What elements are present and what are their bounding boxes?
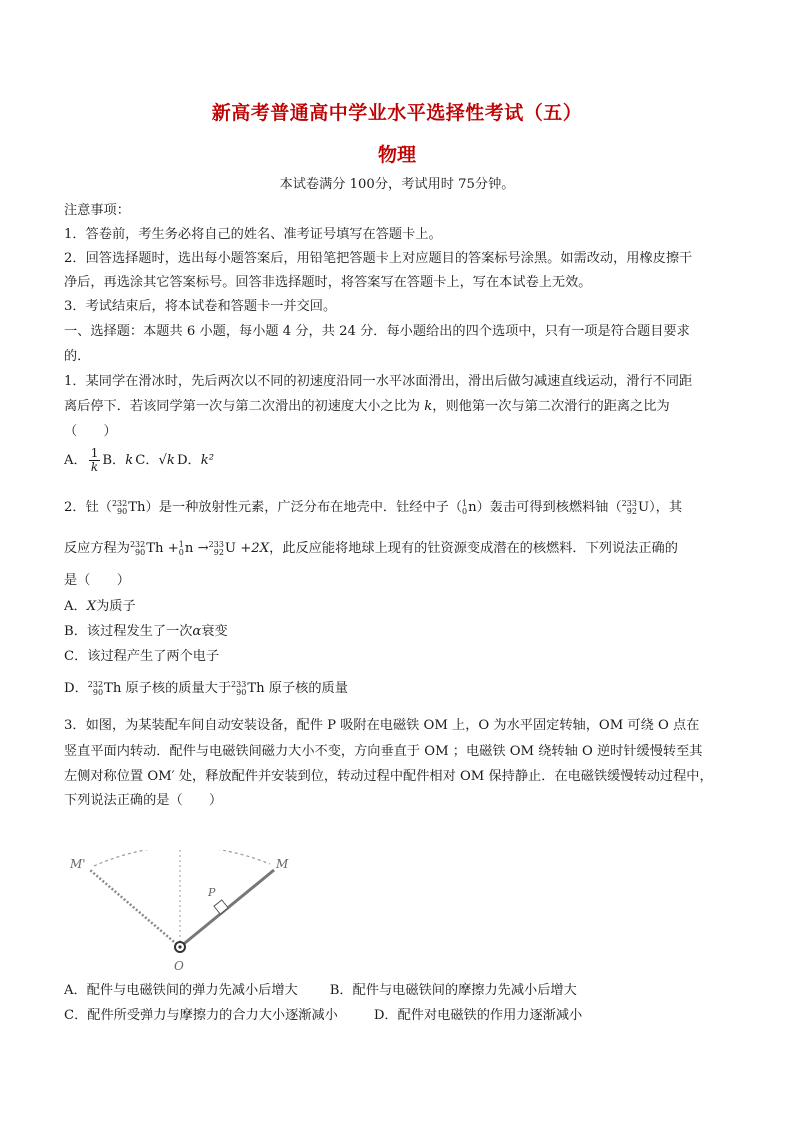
equation-thorium: 232 90 Th	[129, 539, 164, 557]
q2-option-d: D． 232 90 Th 原子核的质量大于 233 90 Th 原子核的质量	[64, 679, 348, 697]
neutron-nuclide: 1 0 n	[462, 498, 477, 516]
q2-option-a: A．X为质子	[64, 599, 136, 614]
q2-option-c: C．该过程产生了两个电子	[64, 649, 220, 664]
uranium-nuclide: 233 92 U	[621, 498, 650, 516]
rotation-arc	[94, 850, 270, 866]
q3-stem-line2: 竖直平面内转动．配件与电磁铁间磁力大小不变，方向垂直于 OM ；电磁铁 OM 绕转轴 O 逆时针缓慢转至其	[64, 744, 703, 759]
notice-item-3: 3．考试结束后，将本试卷和答题卡一并交回。	[64, 299, 337, 314]
section-heading: 一、选择题：本题共 6 小题，每小题 4 分，共 24 分．每小题给出的四个选项中，只有一项是符合题目要求	[64, 324, 690, 339]
subject-title: 物理	[377, 144, 416, 166]
q1-option-d: D．k²	[176, 453, 214, 468]
q1-option-c: C．√k	[135, 453, 175, 468]
notice-heading: 注意事项：	[64, 203, 130, 218]
label-p: P	[208, 886, 216, 899]
q3-options-row2	[64, 1007, 740, 1025]
notice-item-1: 1．答卷前，考生务必将自己的姓名、准考证号填写在答题卡上。	[64, 227, 442, 242]
q2-stem-line3: 是（ ）	[64, 573, 130, 588]
q2-stem-line1: 2．钍（ 232 90 Th）是一种放射性元素，广泛分布在地壳中．钍经中子（ 1 0 n）轰击可得到核燃料铀（ 233 92 U），其	[64, 497, 740, 519]
q1-stem-line1: 1．某同学在滑冰时，先后两次以不同的初速度沿同一水平冰面滑出，滑出后做匀减速直线运动，滑行不同距	[64, 374, 693, 389]
equation-uranium: 233 92 U	[208, 539, 237, 557]
q3-stem-line3: 左侧对称位置 OM′ 处，释放配件并安装到位，转动过程中配件相对 OM 保持静止．在电磁铁缓慢转动过程中，	[64, 769, 713, 784]
exam-info: 本试卷满分 100分，考试用时 75分钟。	[279, 177, 515, 192]
q1-answer-blank: （ ）	[64, 424, 117, 439]
q1-option-a: A． $\frac{1}{k}$	[64, 446, 99, 474]
q3-option-b: B．配件与电磁铁间的摩擦力先减小后增大	[329, 983, 577, 998]
q3-stem-line1: 3．如图，为某装配车间自动安装设备，配件 P 吸附在电磁铁 OM 上，O 为水平固定转轴，OM 可绕 O 点在	[64, 718, 700, 733]
thorium-nuclide: 232 90 Th	[111, 498, 146, 516]
label-m: M	[276, 857, 289, 871]
exam-title: 新高考普通高中学业水平选择性考试（五）	[211, 102, 583, 124]
q3-diagram	[64, 850, 314, 975]
q3-option-d: D．配件对电磁铁的作用力逐渐减小	[373, 1008, 583, 1023]
part-p	[214, 900, 228, 914]
q2-option-b: B．该过程发生了一次α衰变	[64, 624, 228, 639]
electromagnet-final-position	[90, 870, 180, 947]
notice-item-2-cont: 净后，再选涂其它答案标号。回答非选择题时，将答案写在答题卡上，写在本试卷上无效。	[64, 275, 592, 290]
q3-stem-line4: 下列说法正确的是（ ）	[64, 793, 223, 808]
equation-neutron: 1 0 n	[178, 539, 194, 557]
section-heading-cont: 的．	[64, 349, 91, 364]
label-o: O	[174, 959, 184, 973]
q3-option-a: A．配件与电磁铁间的弹力先减小后增大	[64, 983, 298, 998]
q1-stem-line2: 离后停下．若该同学第一次与第二次滑出的初速度大小之比为 k，则他第一次与第二次滑行的距离之比为	[64, 399, 670, 414]
q1-option-b: B．k	[102, 453, 134, 468]
q3-option-c: C．配件所受弹力与摩擦力的合力大小逐渐减小	[64, 1008, 338, 1023]
q3-options-row1	[64, 982, 740, 1000]
q2-stem-line2: 反应方程为 232 90 Th + 1 0 n → 233 92 U +2X，此反应能将地球上现有的钍资源变成潜在的核燃料．下列说法正确的	[64, 538, 740, 560]
notice-item-2: 2．回答选择题时，选出每小题答案后，用铅笔把答题卡上对应题目的答案标号涂黑。如需改动，用橡皮擦干	[64, 251, 693, 266]
label-m-prime: M'	[70, 857, 86, 871]
q1-options	[64, 446, 740, 476]
